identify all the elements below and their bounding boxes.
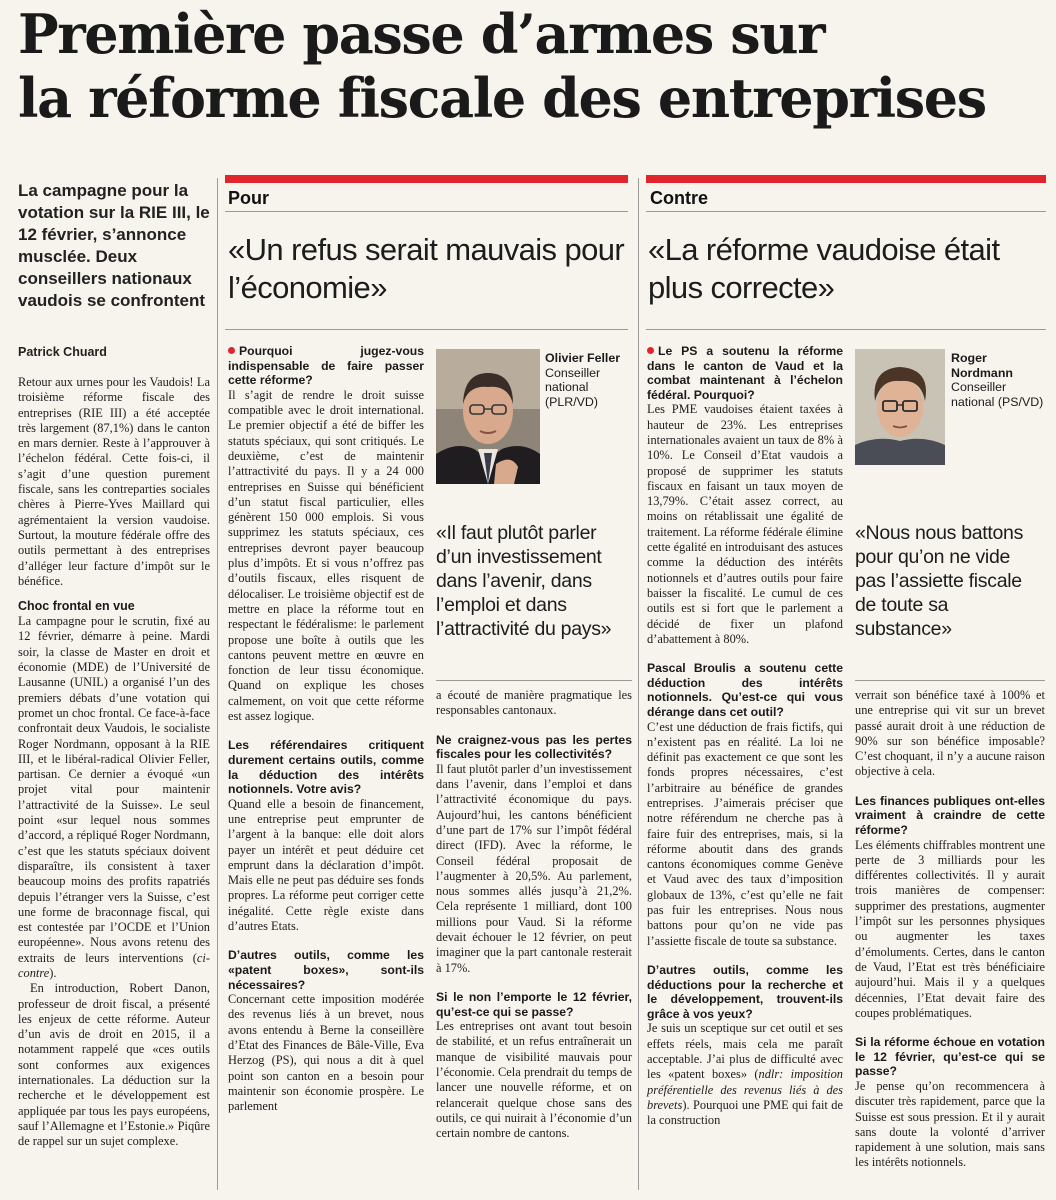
contre-pullquote-rule bbox=[855, 680, 1045, 681]
headline-line-2: la réforme fiscale des entreprises bbox=[18, 66, 986, 130]
contre-answer-3: Je suis un sceptique sur cet outil et ses effets réels, mais cela me paraît acceptable. J’ai plus de difficulté avec les «patent boxes» (ndlr: imposition préférentielle des revenus liés à des brevets). Pourquoi une PME qui fait de la construction bbox=[647, 1021, 843, 1128]
intro-paragraph-2: La campagne pour le scrutin, fixé au 12 février, démarre à peine. Mardi soir, la classe de Master en droit et économie (MDE) de l’Université de Lausanne (UNIL) a organisé l’un des premiers débats d’une votation qui promet un choc frontal. Ce face-à-face confrontait deux Vaudois, le socialiste Roger Nordmann, opposant à la RIE III, et le libéral-radical Olivier Feller, partisan. Ce dernier a évoqué «un projet vital pour maintenir l’attractivité de la Suisse». Le seul point «sur lequel nous sommes d’accord, a répliqué Roger Nordmann, c’est que les statuts spéciaux doivent disparaître, ils consistent à taxer beaucoup moins des profits rapatriés depuis l’étranger vers la Suisse, c’est une forme de braconnage fiscal, qui est contestée par l’OCDE et l’Union européenne». Nous avons retenu des extraits de leurs interventions (ci-contre). bbox=[18, 614, 210, 980]
contre-quote-rule bbox=[646, 329, 1046, 330]
pour-answer-3: Concernant cette imposition modérée des revenus liés à un brevet, nous avons entendu à Berne la conseillère d’Etat des Finances de Bâle-Ville, Eva Herzog (PS), qui nous a dit à quel point son canton en a besoin pour maintenir son économie prospère. Le parlement bbox=[228, 992, 424, 1114]
pour-question-1: Pourquoi jugez-vous indispensable de faire passer cette réforme? bbox=[228, 344, 424, 388]
pour-answer-1: Il s’agit de rendre le droit suisse compatible avec le droit international. Le premier objectif a été de biffer les statuts spéciaux, qui sont critiqués. Le deuxième, c’est de maintenir l’attractivité du pays. Il y a 24 000 entreprises en Suisse qui bénéficient d’un statut fiscal particulier, elles génèrent 150 000 emplois. Si vous supprimez les statuts spéciaux, ces entreprises devront payer beaucoup plus d’impôts. Et si vous n’offrez pas d’outils fiscaux, elles risquent de délocaliser. Le troisième objectif est de mettre en place la réforme tout en respectant le fédéralisme: le parlement propose une boîte à outils que les cantons peuvent mettre en œuvre en fonction de leur tissu économique. Quand on explique les choses calmement, on voit que cette réforme est assez logique. bbox=[228, 387, 424, 724]
pour-question-5: Si le non l’emporte le 12 février, qu’est-ce qui se passe? bbox=[436, 989, 632, 1019]
contre-label-rule bbox=[646, 211, 1046, 212]
contre-question-2: Pascal Broulis a soutenu cette déduction des intérêts notionnels. Qu’est-ce qui vous dérange dans cet outil? bbox=[647, 661, 843, 719]
contre-question-4: Les finances publiques ont-elles vraiment à craindre de cette réforme? bbox=[855, 793, 1045, 837]
contre-label: Contre bbox=[650, 188, 708, 208]
feller-name: Olivier Feller bbox=[545, 351, 621, 365]
pour-label: Pour bbox=[228, 188, 270, 208]
article-lede: La campagne pour la votation sur la RIE III, le 12 février, s’annonce musclée. Deux conseillers nationaux vaudois se confrontent bbox=[18, 181, 210, 310]
nordmann-name: Roger Nordmann bbox=[951, 351, 1013, 380]
contre-column-2 bbox=[855, 688, 1045, 1171]
pour-pullquote-rule bbox=[436, 680, 632, 681]
nordmann-role: Conseiller national (PS/VD) bbox=[951, 380, 1044, 409]
contre-answer-2: C’est une déduction de frais fictifs, qui n’existent pas en réalité. La loi ne définit pas exactement ce que sont les fonds propres nécessaires, c’est l’arbitraire au bénéfice de grandes entreprises. J’aimerais préciser que notre référendum ne cherche pas à faire fuir des entreprises, mais, si la réforme aboutit dans des grands cantons économiques comme Genève et Vaud avec des taux d’imposition globaux de 13%, c’est qu’elle ne fait pas fuir les entreprises. Nous nous battons pour qu’on ne vide pas l’assiette fiscale de toute sa substance. bbox=[647, 719, 843, 948]
pour-pull-quote: «Il faut plutôt parler d’un investissement dans l’avenir, dans l’emploi et dans l’attractivité du pays» bbox=[436, 522, 612, 640]
bullet-dot-icon bbox=[228, 347, 235, 354]
pour-question-4: Ne craignez-vous pas les pertes fiscales pour les collectivités? bbox=[436, 732, 632, 762]
intro-subheading: Choc frontal en vue bbox=[18, 599, 135, 614]
contre-answer-4: Les éléments chiffrables montrent une perte de 3 milliards pour les différentes collectivités. Il y aurait trois manières de compenser: supprimer des prestations, augmenter l’impôt sur les personnes physiques ou augmenter les taxes d’émoluments. Certes, dans le canton de Vaud, l’Etat est très bénéficiaire aujourd’hui. Mais il y a quelques décennies, l’Etat devait faire des coupes problématiques. bbox=[855, 837, 1045, 1020]
contre-accent-bar bbox=[646, 175, 1046, 183]
contre-answer-1: Les PME vaudoises étaient taxées à hauteur de 23%. Les entreprises internationales avaient un taux de 8% à 10%. Le Conseil d’Etat vaudois a proposé de supprimer les statuts fiscaux en faisant un taux moyen de 13,79%. C’était assez correct, au moins on rétablissait une égalité de traitement. La réforme fédérale élimine cette égalité en introduisant des astuces comme la déduction des intérêts notionnels et d’autres outils pour faire baisser la fiscalité. Le cumul de ces outils est si fort que le parlement a décidé de fixer un plafond d’abattement à 80%. bbox=[647, 402, 843, 646]
pour-column-1 bbox=[228, 344, 424, 1115]
contre-answer-5: Je pense qu’on recommencera à discuter très rapidement, parce que la Suisse est sous pression. Et il y aurait sans doute la volonté d’arriver rapidement à une solution, mais sans les intérêts notionnels. bbox=[855, 1078, 1045, 1170]
intro-text bbox=[18, 375, 210, 1150]
pour-answer-2: Quand elle a besoin de financement, une entreprise peut emprunter de l’argent à la banque: elle doit alors payer un intérêt et peut déduire cet emprunt dans la déclaration d’impôt. Mais elle ne peut pas déduire ses fonds propres. La réforme peut corriger cette inégalité. Cette règle existe dans d’autres Etats. bbox=[228, 796, 424, 934]
column-divider bbox=[217, 178, 218, 1190]
pour-quote-rule bbox=[225, 329, 628, 330]
roger-nordmann-photo bbox=[855, 349, 945, 465]
pour-accent-bar bbox=[225, 175, 628, 183]
pour-question-3: D’autres outils, comme les «patent boxes», sont-ils nécessaires? bbox=[228, 948, 424, 992]
contre-column-1 bbox=[647, 344, 843, 1128]
contre-answer-3-continued: verrait son bénéfice taxé à 100% et une entreprise qui vit sur un brevet passé aurait droit à une réduction de 90% sur son bénéfice imposable? C’est choquant, il n’y a aucune raison objective à cela. bbox=[855, 688, 1045, 779]
olivier-feller-photo bbox=[436, 349, 540, 484]
column-divider bbox=[638, 178, 639, 1190]
headline-line-1: Première passe d’armes sur bbox=[18, 2, 825, 66]
pour-question-2: Les référendaires critiquent durement certains outils, comme la déduction des intérêts notionnels. Votre avis? bbox=[228, 738, 424, 797]
portrait-nordmann-image bbox=[855, 349, 945, 465]
pour-answer-3-continued: a écouté de manière pragmatique les responsables cantonaux. bbox=[436, 688, 632, 718]
feller-role: Conseiller national (PLR/VD) bbox=[545, 365, 601, 409]
headline bbox=[18, 2, 1048, 130]
portrait-feller-image bbox=[436, 349, 540, 484]
contre-pull-quote: «Nous nous battons pour qu’on ne vide pas l’assiette fiscale de toute sa substance» bbox=[855, 522, 1024, 640]
bullet-dot-icon bbox=[647, 347, 654, 354]
byline: Patrick Chuard bbox=[18, 345, 107, 359]
feller-caption bbox=[545, 351, 631, 409]
pour-answer-4: Il faut plutôt parler d’un investissement dans l’avenir, dans l’emploi et dans l’attractivité économique du pays. Aujourd’hui, les cantons bénéficient d’une part de 17% sur l’impôt fédéral direct (IFD). Avec la réforme, le Conseil fédéral proposait de l’augmenter à 20,5%. Au parlement, nous sommes allés jusqu’à 21,2%. Cela représente 1 milliard, dont 100 millions pour Vaud. Si la réforme devait échouer le 12 février, on peut imaginer que la part cantonale resterait à 17%. bbox=[436, 761, 632, 975]
intro-paragraph-1: Retour aux urnes pour les Vaudois! La troisième réforme fiscale des entreprises (RIE III) a été acceptée très largement (87,1%) dans le canton en mars dernier. Reste à l’approuver à l’échelon fédéral. Cette fois-ci, il s’agit d’une question purement fiscale, sans les contreparties sociales chères à Pierre-Yves Maillard qui agrémentaient la version vaudoise. Surtout, la mouture fédérale offre des outils permettant à des entreprises d’alléger leur facture d’impôt sur le bénéfice. bbox=[18, 375, 210, 588]
pour-column-2 bbox=[436, 688, 632, 1142]
pour-answer-5: Les entreprises ont avant tout besoin de stabilité, et un refus entraînerait un manque de visibilité mauvais pour l’économie. Cela prendrait du temps de lancer une nouvelle réforme, et on relancerait quelque chose sans des outils, ce qui nuirait à l’économie d’un certain nombre de cantons. bbox=[436, 1019, 632, 1141]
pour-label-rule bbox=[225, 211, 628, 212]
contre-headline-quote: «La réforme vaudoise était plus correcte» bbox=[648, 232, 1000, 305]
pour-headline-quote: «Un refus serait mauvais pour l’économie» bbox=[228, 232, 625, 305]
contre-question-1: Le PS a soutenu la réforme dans le canton de Vaud et la combat maintenant à l’échelon fédéral. Pourquoi? bbox=[647, 344, 843, 402]
contre-question-5: Si la réforme échoue en votation le 12 février, qu’est-ce qui se passe? bbox=[855, 1035, 1045, 1079]
intro-paragraph-3: En introduction, Robert Danon, professeur de droit fiscal, a présenté les enjeux de cette réforme. Auteur d’un avis de droit en 2015, il a notamment rappelé que «ces outils sont conformes aux exigences internationales. La déduction sur la recherche et le développement est appliquée par tous les pays européens, sauf l’Allemagne et l’Estonie.» Piqûre de rappel sur un sujet complexe. bbox=[18, 981, 210, 1149]
nordmann-caption bbox=[951, 351, 1047, 409]
contre-question-3: D’autres outils, comme les déductions pour la recherche et le développement, trouvent-ils grâce à vos yeux? bbox=[647, 962, 843, 1021]
